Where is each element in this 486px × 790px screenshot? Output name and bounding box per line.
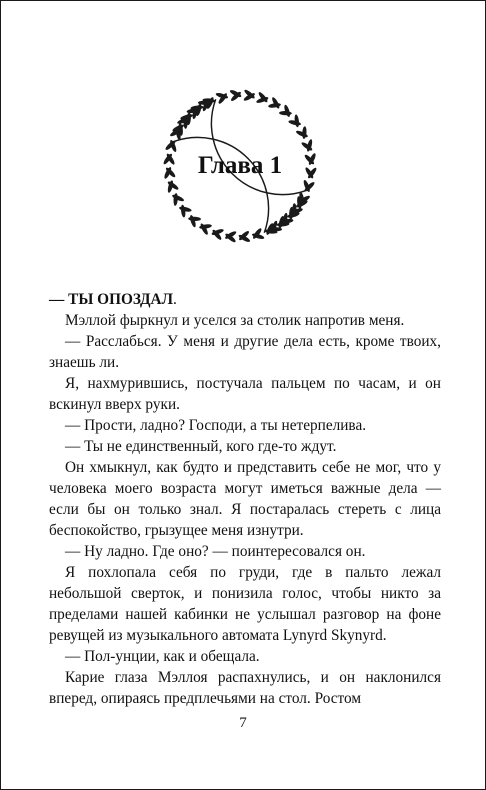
wreath-leaf [295,130,308,139]
paragraph [49,289,441,310]
paragraph: Карие глаза Мэллоя распахнулись, и он наклонился вперед, опираясь предплечьями на стол. Ростом [49,669,441,707]
paragraph: — Ты не единственный, кого где-то ждут. [65,438,337,455]
paragraph: Я похлопала себя по груди, где в пальто лежал небольшой сверток, и понизила голос, чтобы никто за пределами нашей кабинки не услышал разговор на фоне ревущей из музыкального автомата Lynyrd Skynyrd. [49,564,441,644]
wreath-leaf [171,193,184,202]
paragraph: — Прости, ладно? Господи, а ты нетерпелива. [65,417,367,434]
paragraph: Он хмыкнул, как будто и представить себе не мог, что у человека моего возраста могут иметься важные дела — если бы он только знал. Я постаралась стереть с лица беспокойство, грызущее меня изнутри. [49,459,441,539]
wreath-leaf [294,114,300,127]
opening-punctuation: . [172,291,177,308]
paragraph: — Расслабься. У меня и другие дела есть, кроме твоих, знаешь ли. [49,333,441,371]
opening-words: — ТЫ ОПОЗДАЛ [49,291,173,308]
wreath-leaf [180,205,186,218]
paragraph: — Пол-унции, как и обещала. [65,648,260,665]
wreath-leaf [189,214,197,227]
paragraph: — Ну ладно. Где оно? — поинтересовался он. [65,543,366,560]
wreath-leaf [283,104,291,117]
body-text [49,289,441,709]
chapter-title: Глава 1 [197,152,283,179]
page-number: 7 [239,715,247,731]
paragraph: Я, нахмурившись, постучала пальцем по часам, и он вскинул вверх руки. [49,375,441,413]
paragraph: Мэллой фыркнул и уселся за столик напротив меня. [65,312,405,329]
